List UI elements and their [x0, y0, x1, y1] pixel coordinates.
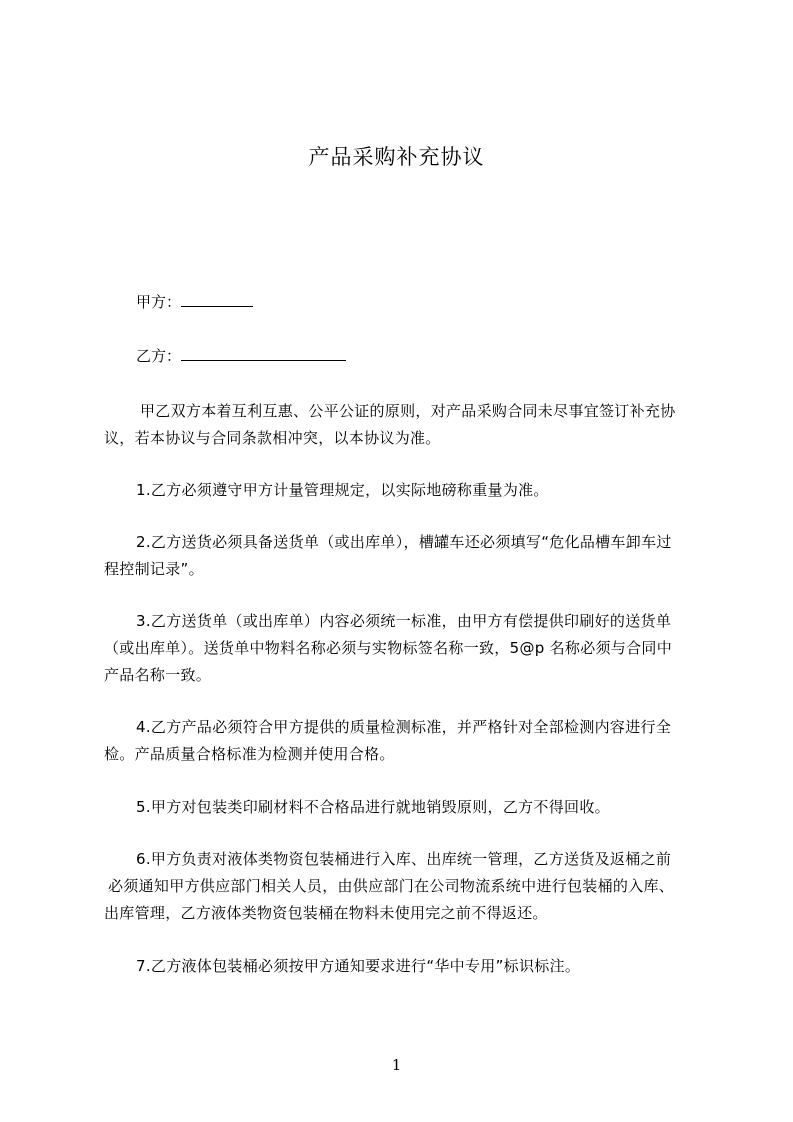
- clause-line: 1.乙方必须遵守甲方计量管理规定，以实际地磅称重量为准。: [136, 481, 549, 499]
- clause-line: 6.甲方负责对液体类物资包装桶进行入库、出库统一管理，乙方送货及返桶之前: [136, 850, 672, 868]
- clause-line: 2.乙方送货必须具备送货单（或出库单），槽罐车还必须填写“危化品槽车卸车过: [136, 533, 672, 551]
- clause-5: [104, 794, 704, 821]
- clause-2: [104, 529, 704, 583]
- clause-line: 3.乙方送货单（或出库单）内容必须统一标准，由甲方有偿提供印刷好的送货单: [136, 612, 672, 630]
- clause-1: [104, 477, 704, 504]
- clause-line: 必须通知甲方供应部门相关人员，由供应部门在公司物流系统中进行包装桶的入库、: [108, 877, 675, 895]
- document-title: 产品采购补充协议: [308, 145, 485, 169]
- party-a-blank: [181, 292, 253, 307]
- clause-3: [104, 608, 704, 689]
- clause-4: [104, 714, 704, 768]
- intro-line: 议，若本协议与合同条款相冲突，以本协议为准。: [104, 429, 441, 447]
- clause-line: 检。产品质量合格标准为检测并使用合格。: [104, 745, 395, 763]
- clause-line: （或出库单）。送货单中物料名称必须与实物标签名称一致，5@p 名称必须与合同中: [104, 639, 673, 657]
- intro-paragraph: [104, 398, 704, 452]
- clause-line: 程控制记录”。: [104, 560, 204, 578]
- page-number: 1: [391, 1056, 402, 1074]
- clause-6: [104, 846, 704, 927]
- party-a-line: [136, 292, 253, 312]
- party-b-blank: [181, 346, 346, 361]
- intro-line: 甲乙双方本着互利互惠、公平公证的原则，对产品采购合同未尽事宜签订补充协: [140, 402, 676, 420]
- party-a-label: 甲方：: [136, 293, 182, 311]
- clause-line: 产品名称一致。: [104, 666, 212, 684]
- clause-7: [104, 953, 704, 980]
- party-b-label: 乙方：: [136, 347, 182, 365]
- clause-line: 4.乙方产品必须符合甲方提供的质量检测标准，并严格针对全部检测内容进行全: [136, 718, 672, 736]
- clause-line: 出库管理，乙方液体类物资包装桶在物料未使用完之前不得返还。: [104, 904, 548, 922]
- party-b-line: [136, 346, 346, 366]
- clause-line: 5.甲方对包装类印刷材料不合格品进行就地销毁原则，乙方不得回收。: [136, 798, 610, 816]
- clause-line: 7.乙方液体包装桶必须按甲方通知要求进行“华中专用”标识标注。: [136, 957, 581, 975]
